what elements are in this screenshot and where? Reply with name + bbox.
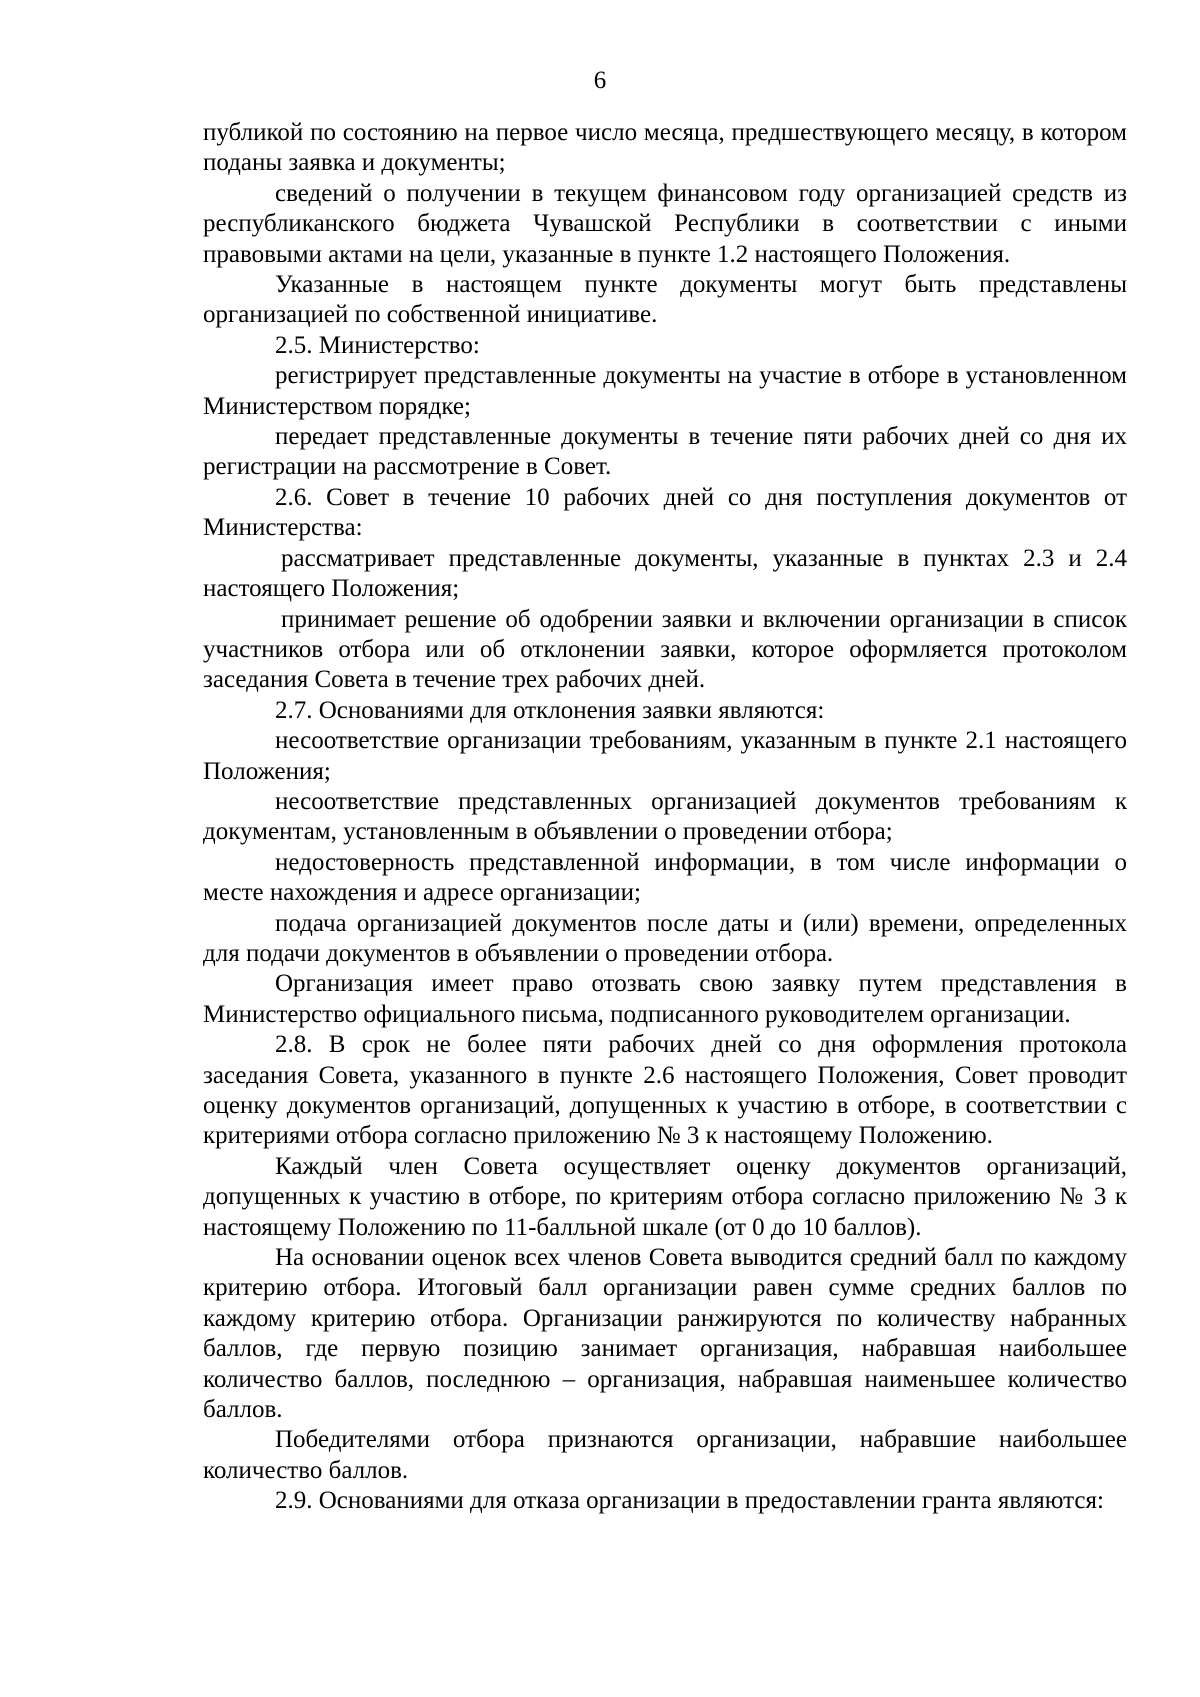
paragraph: несоответствие организации требованиям, указанным в пункте 2.1 настоящего Положения; [203,727,1127,785]
section-heading-2-9: 2.9. Основаниями для отказа организации в предоставлении гранта являются: [275,1487,1104,1515]
paragraph: регистрирует представленные документы на участие в отборе в установленном Министерством порядке; [203,362,1127,420]
paragraph: Каждый член Совета осуществляет оценку документов организаций, допущенных к участию в отборе, по критериям отбора согласно приложению № 3 к настоящему Положению по 11-балльной шкале (от 0 до 10 баллов). [203,1152,1127,1241]
page-number: 6 [593,67,607,94]
section-heading-2-5: 2.5. Министерство: [275,331,480,359]
paragraph: принимает решение об одобрении заявки и включении организации в список участников отбора или об отклонении заявки, которое оформляется протоколом заседания Совета в течение трех рабочих дней. [203,605,1127,694]
paragraph: недостоверность представленной информации, в том числе информации о месте нахождения и адресе организации; [203,848,1127,907]
paragraph: Победителями отбора признаются организации, набравшие наибольшее количество баллов. [203,1426,1127,1484]
section-heading-2-6: 2.6. Совет в течение 10 рабочих дней со дня поступления документов от Министерства: [203,483,1127,542]
paragraph: несоответствие представленных организацией документов требованиям к документам, установленным в объявлении о проведении отбора; [203,787,1127,846]
section-heading-2-8: 2.8. В срок не более пяти рабочих дней со дня оформления протокола заседания Совета, указанного в пункте 2.6 настоящего Положения, Совет проводит оценку документов организаций, допущенных к участию в отборе, в соответствии с критериями отбора согласно приложению № 3 к настоящему Положению. [203,1031,1127,1150]
section-heading-2-7: 2.7. Основаниями для отклонения заявки являются: [275,696,825,724]
paragraph: рассматривает представленные документы, указанные в пунктах 2.3 и 2.4 настоящего Положения; [203,544,1127,603]
paragraph: подача организацией документов после даты и (или) времени, определенных для подачи документов в объявлении о проведении отбора. [203,909,1127,967]
paragraph: передает представленные документы в течение пяти рабочих дней со дня их регистрации на рассмотрение в Совет. [203,423,1127,481]
paragraph: Указанные в настоящем пункте документы могут быть представлены организацией по собственной инициативе. [203,271,1127,329]
document-body [203,118,1127,1517]
paragraph-continuation: публикой по состоянию на первое число месяца, предшествующего месяцу, в котором поданы заявка и документы; [203,119,1127,177]
paragraph: Организация имеет право отозвать свою заявку путем представления в Министерство официального письма, подписанного руководителем организации. [203,970,1127,1028]
paragraph: сведений о получении в текущем финансовом году организацией средств из республиканского бюджета Чувашской Республики в соответствии с иными правовыми актами на цели, указанные в пункте 1.2 настоящего Положения. [203,179,1127,268]
paragraph: На основании оценок всех членов Совета выводится средний балл по каждому критерию отбора. Итоговый балл организации равен сумме средних баллов по каждому критерию отбора. Организации ранжируются по количеству набранных баллов, где первую позицию занимает организация, набравшая наибольшее количество баллов, последнюю – организация, набравшая наименьшее количество баллов. [203,1244,1127,1424]
